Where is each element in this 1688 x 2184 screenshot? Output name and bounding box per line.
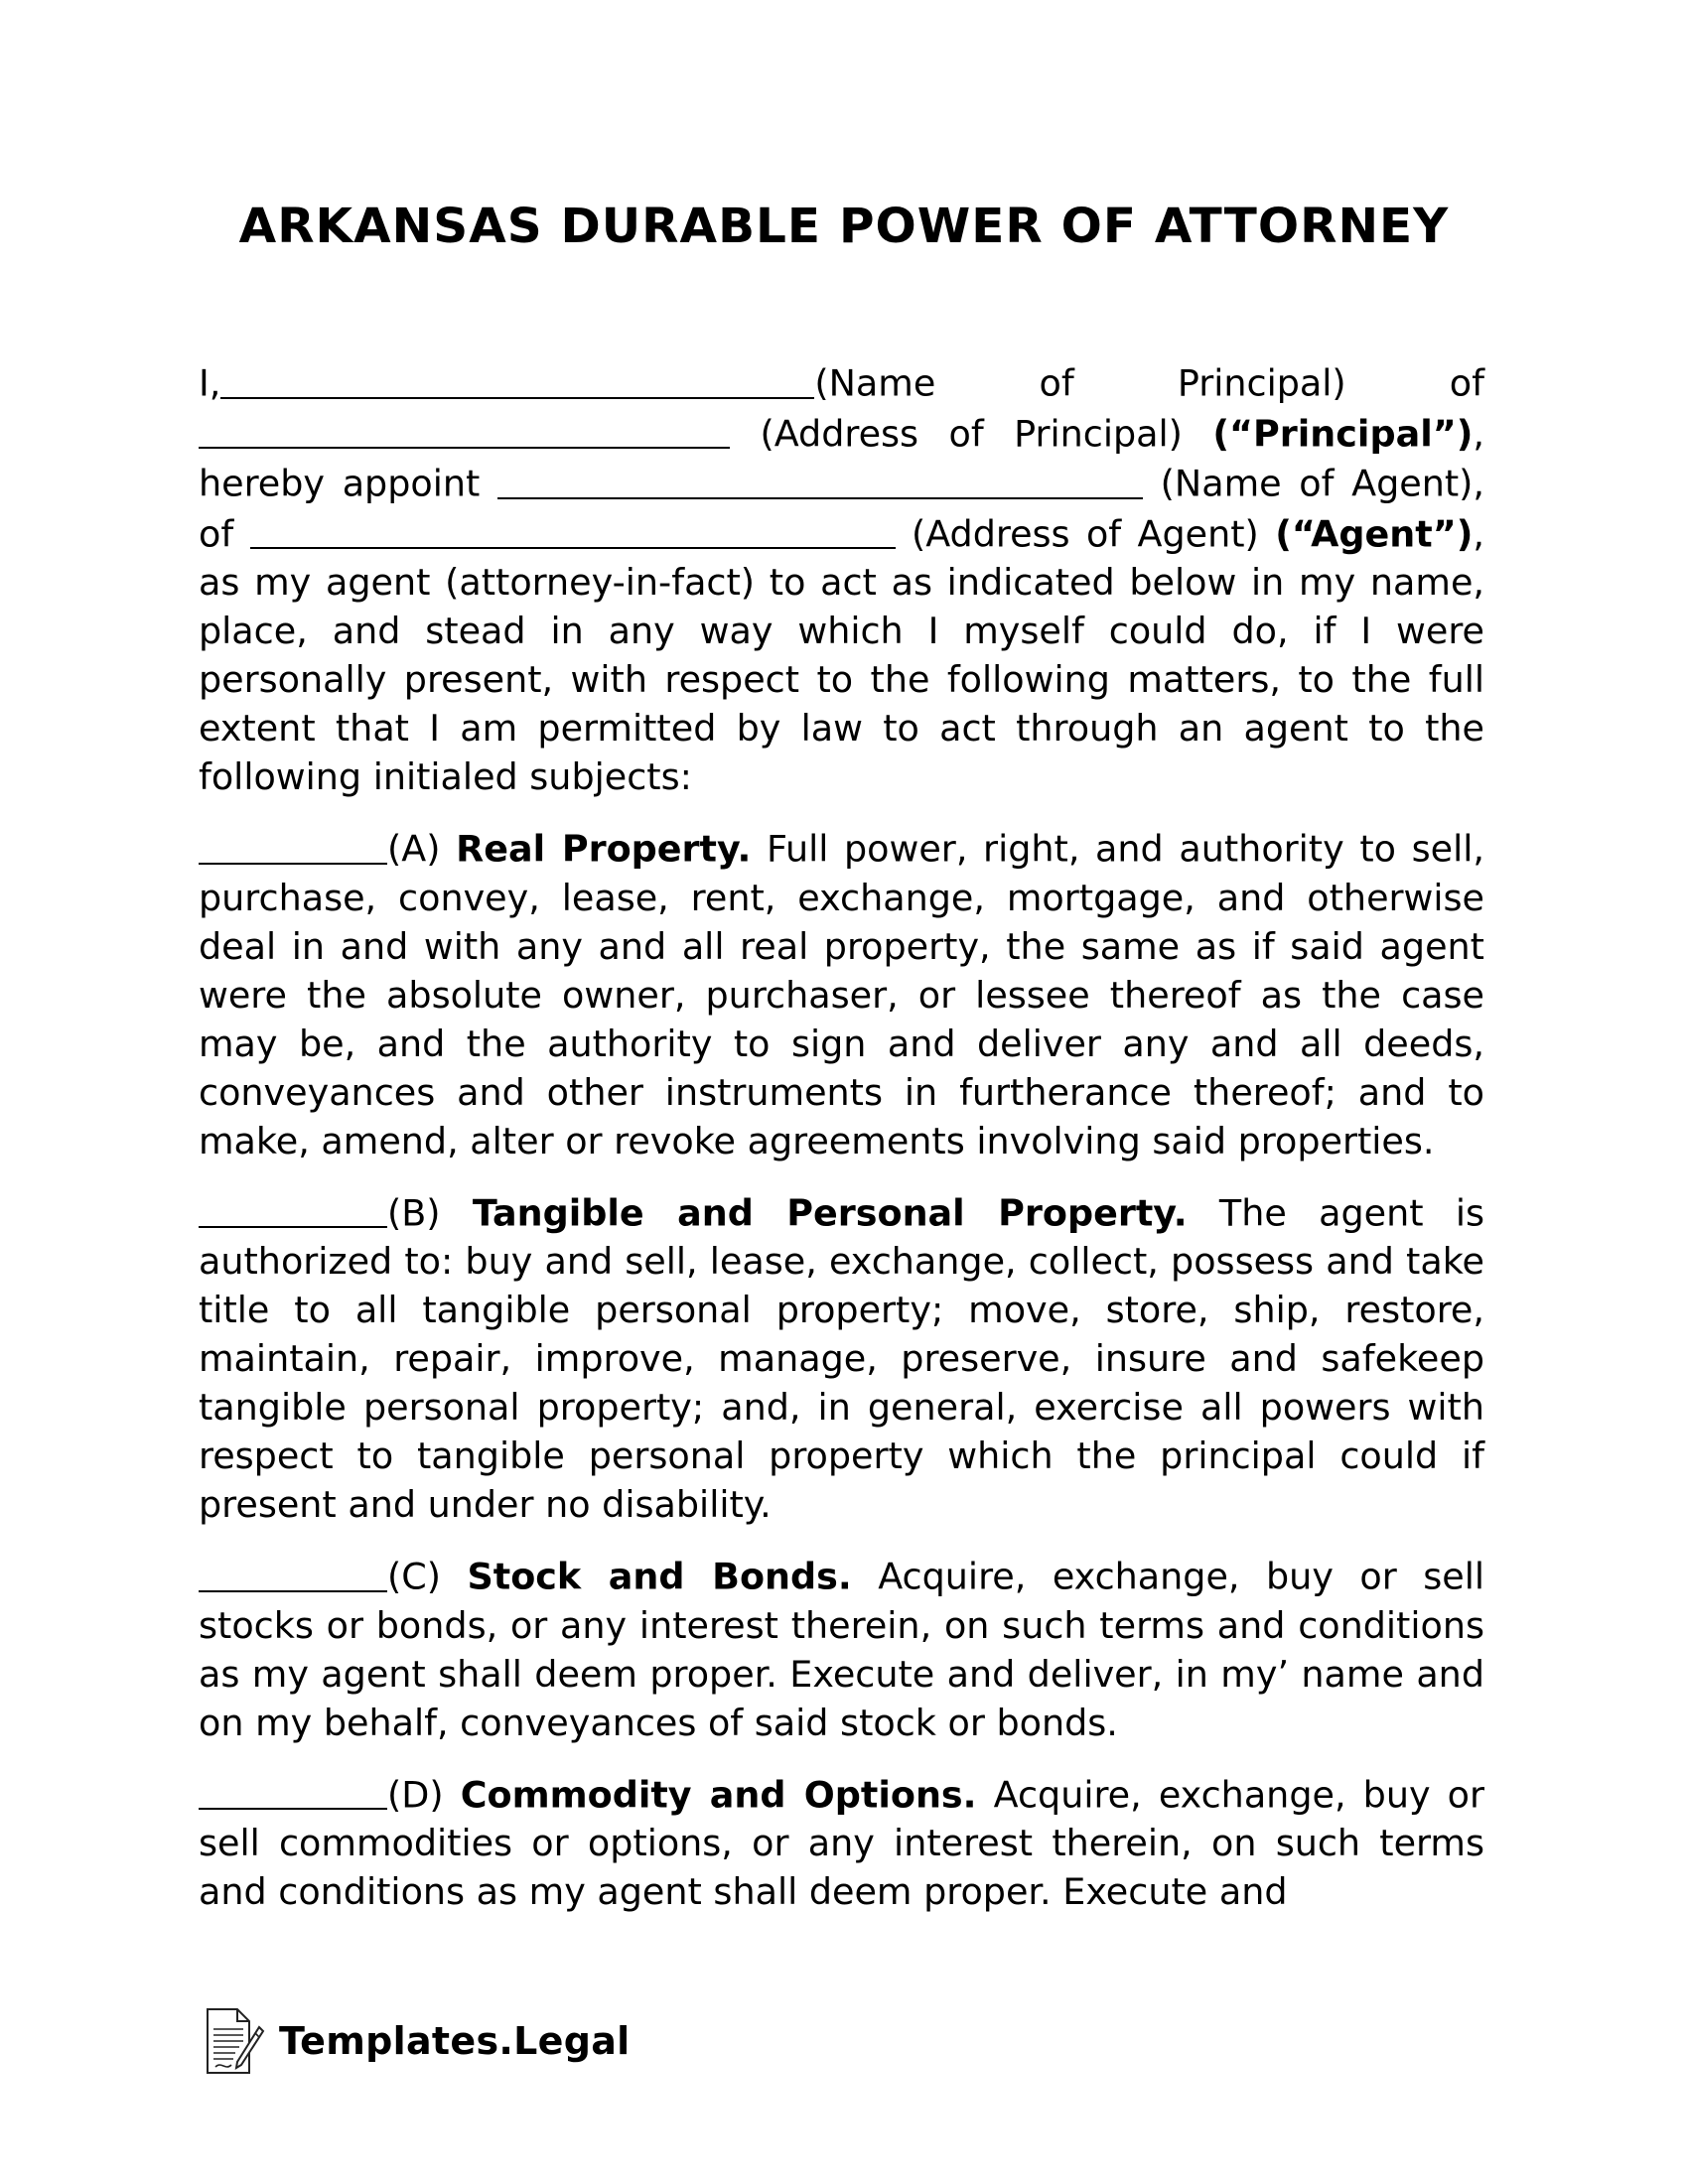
section-c-letter: (C) [387, 1555, 468, 1598]
intro-paragraph [199, 357, 1484, 801]
principal-address-blank [199, 411, 730, 450]
intro-rest-text: , as my agent (attorney-in-fact) to act as indicated below in my name, place, and stead in any way which I myself could do, if I were personally present, with respect to the following matters, to the full extent that I am permitted by law to act through an agent to the following initialed subjects: [199, 512, 1484, 798]
agent-defined-term: (“Agent”) [1275, 512, 1474, 555]
section-a [199, 823, 1484, 1165]
footer-brand [204, 2003, 630, 2078]
section-d-text: Acquire, exchange, buy or sell commodities or options, or any interest therein, on such terms and conditions as my agent shall deem proper. Execute and [199, 1773, 1485, 1913]
address-of-agent-label: (Address of Agent) [895, 512, 1276, 555]
agent-name-blank [497, 461, 1143, 499]
section-b-heading: Tangible and Personal Property. [472, 1191, 1188, 1234]
section-a-initial-blank [199, 826, 387, 865]
section-d-letter: (D) [387, 1773, 461, 1816]
section-a-letter: (A) [387, 827, 457, 871]
name-of-principal-label: (Name of Principal) of [814, 361, 1484, 405]
principal-defined-term: (“Principal”) [1212, 412, 1474, 455]
section-d-initial-blank [199, 1772, 387, 1811]
section-b-text: The agent is authorized to: buy and sell, lease, exchange, collect, possess and take title to all tangible personal property; move, store, ship, restore, maintain, repair, improve, manage, preserve, insure and safekeep tangible personal property; and, in general, exercise all powers with respect to tangible personal property which the principal could if present and under no disability. [199, 1191, 1485, 1526]
section-c-initial-blank [199, 1554, 387, 1592]
brand-name: Templates.Legal [279, 2018, 631, 2063]
hereby-appoint-text: hereby appoint [199, 462, 497, 505]
section-b [199, 1187, 1484, 1530]
section-a-text: Full power, right, and authority to sell, purchase, convey, lease, rent, exchange, mortgage, and otherwise deal in and with any and all real property, the same as if said agent were the absolute owner, purchaser, or lessee thereof as the case may be, and the authority to sign and deliver any and all deeds, conveyances and other instruments in furtherance thereof; and to make, amend, alter or revoke agreements involving said properties. [199, 827, 1484, 1162]
section-b-initial-blank [199, 1190, 387, 1229]
agent-address-blank [250, 511, 896, 550]
intro-i: I, [199, 361, 221, 405]
section-c [199, 1551, 1484, 1747]
name-of-agent-label: (Name of Agent), of [199, 462, 1484, 555]
document-body [199, 357, 1484, 1938]
section-d-heading: Commodity and Options. [460, 1773, 977, 1816]
document-with-pen-icon [204, 2005, 265, 2077]
section-c-heading: Stock and Bonds. [467, 1555, 852, 1598]
intro-comma: , [1473, 412, 1484, 455]
section-a-heading: Real Property. [456, 827, 752, 871]
section-d [199, 1769, 1484, 1917]
section-c-text: Acquire, exchange, buy or sell stocks or bonds, or any interest therein, on such terms and conditions as my agent shall deem proper. Execute and deliver, in my’ name and on my behalf, conveyances of said stock or bonds. [199, 1555, 1484, 1744]
principal-name-blank [220, 360, 814, 399]
document-title: ARKANSAS DURABLE POWER OF ATTORNEY [238, 199, 1450, 254]
address-of-principal-label: (Address of Principal) [730, 412, 1213, 455]
section-b-letter: (B) [387, 1191, 473, 1234]
